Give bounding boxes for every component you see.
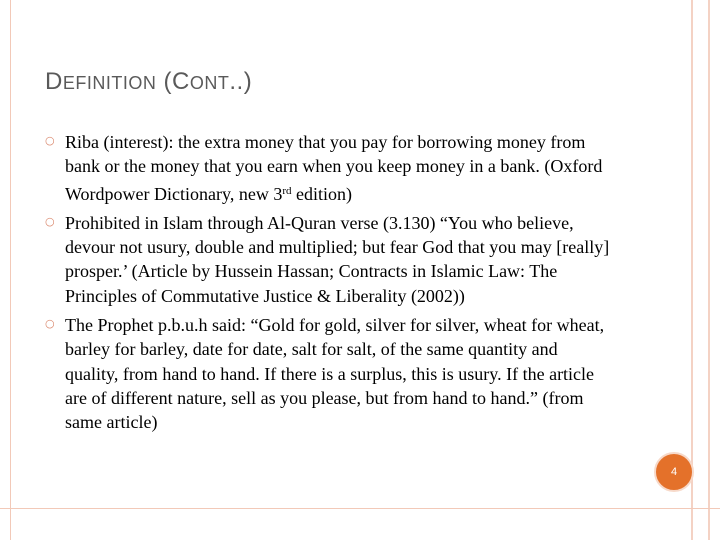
slide-title	[45, 68, 252, 96]
circle-bullet-icon: ○	[45, 134, 55, 147]
bullet-text-superscript: rd	[282, 184, 292, 197]
circle-bullet-icon: ○	[45, 214, 55, 228]
bullet-text: The Prophet p.b.u.h said: “Gold for gold, silver for silver, wheat for wheat, barley for barley, date for date, salt for salt, of the same quantity and quality, from hand to hand. If there is a surplus, this is usury. If the article are of different nature, sell as you please, but from hand to hand.” (from same article)	[65, 315, 605, 433]
title-initial: D	[45, 68, 63, 95]
circle-bullet-icon: ○	[45, 317, 55, 331]
frame-line-left	[10, 0, 11, 540]
frame-line-right-inner	[691, 0, 693, 540]
frame-line-bottom	[0, 508, 720, 509]
title-paren: (	[156, 68, 173, 95]
title-tail: ..)	[229, 68, 253, 95]
bullet-item	[45, 211, 610, 308]
bullet-list	[45, 130, 610, 440]
title-word: EFINITION	[62, 73, 157, 93]
frame-line-right-outer	[708, 0, 710, 540]
bullet-item	[45, 313, 610, 434]
title-cont-initial: C	[172, 68, 190, 95]
title-cont-word: ONT	[189, 73, 230, 93]
bullet-text	[65, 130, 610, 206]
bullet-text-end: edition)	[291, 183, 352, 204]
bullet-text-main: Riba (interest): the extra money that you pay for borrowing money from bank or the money that you earn when you keep money in a bank. (Oxford Wordpower Dictionary, new 3	[65, 132, 603, 204]
bullet-text: Prohibited in Islam through Al-Quran verse (3.130) “You who believe, devour not usury, double and multiplied; but fear God that you may [really] prosper.’ (Article by Hussein Hassan; Contracts in Islamic Law: The Principles of Commutative Justice & Liberality (2002))	[65, 212, 610, 306]
bullet-item	[45, 130, 610, 206]
page-number-badge: 4	[654, 452, 694, 492]
